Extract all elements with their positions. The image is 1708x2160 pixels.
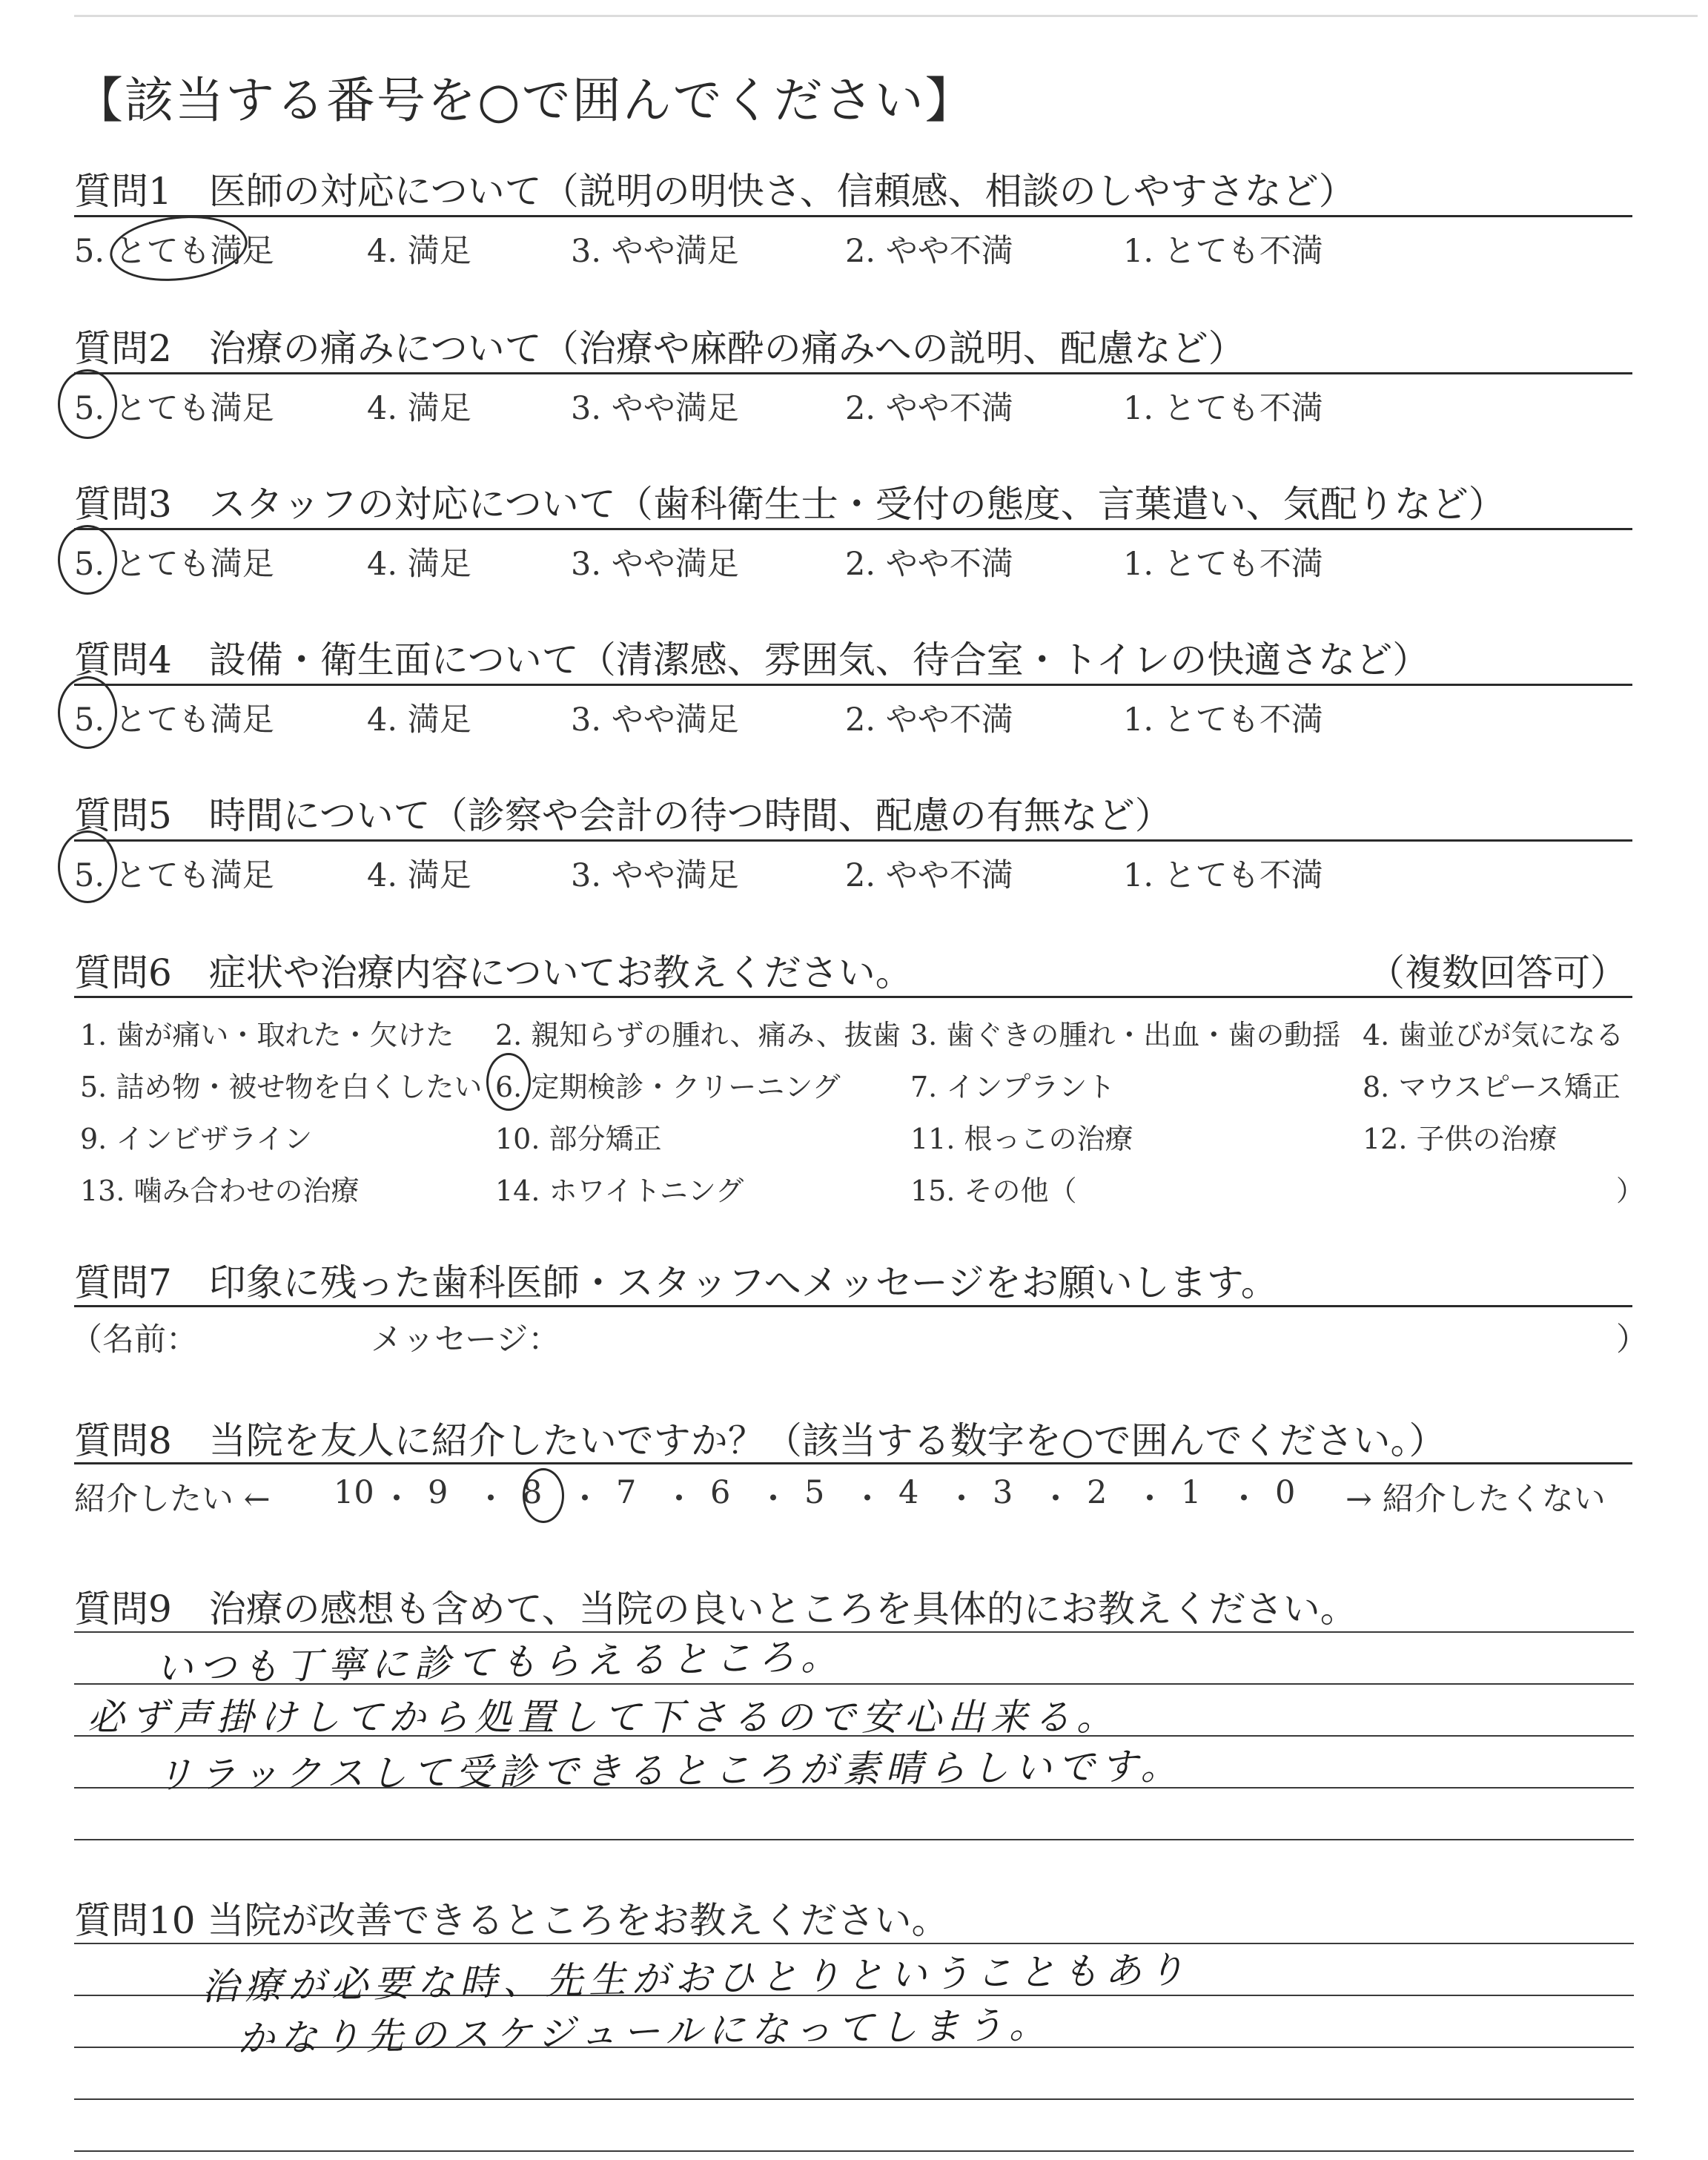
question-8-rule: [74, 1462, 1632, 1464]
q8-scale-2[interactable]: 2: [1087, 1474, 1108, 1511]
q8-scale-4[interactable]: 4: [898, 1474, 919, 1511]
q3-option-3[interactable]: 3. やや満足: [571, 546, 739, 583]
question-4-title: 質問4 設備・衛生面について（清潔感、雰囲気、待合室・トイレの快適さなど）: [74, 638, 1430, 681]
q9-writing-line: [74, 1839, 1634, 1840]
q6-option-13[interactable]: 13. 噛み合わせの治療: [80, 1175, 360, 1207]
q1-option-1[interactable]: 1. とても不満: [1123, 233, 1323, 270]
question-6-note: （複数回答可）: [1368, 951, 1627, 994]
q8-scale-separator: ・: [569, 1481, 601, 1518]
q5-option-5[interactable]: 5. とても満足: [74, 857, 274, 894]
q1-option-5[interactable]: 5. とても満足: [74, 233, 274, 270]
q3-option-5[interactable]: 5. とても満足: [74, 546, 274, 583]
q6-option-10[interactable]: 10. 部分矯正: [495, 1123, 662, 1155]
q2-option-4[interactable]: 4. 満足: [367, 390, 471, 427]
q10-writing-line: [74, 1943, 1634, 1944]
q4-option-2[interactable]: 2. やや不満: [845, 701, 1013, 739]
q8-right-label: → 紹介したくない: [1345, 1481, 1606, 1518]
q10-writing-line: [74, 2150, 1634, 2152]
q6-option-14[interactable]: 14. ホワイトニング: [495, 1175, 744, 1207]
q7-message-label: メッセージ：: [371, 1321, 560, 1358]
question-5-title: 質問5 時間について（診察や会計の待つ時間、配慮の有無など）: [74, 794, 1172, 837]
q8-left-label: 紹介したい ←: [74, 1481, 271, 1518]
q4-option-5[interactable]: 5. とても満足: [74, 701, 274, 739]
q8-scale-separator: ・: [1039, 1481, 1072, 1518]
q1-option-3[interactable]: 3. やや満足: [571, 233, 739, 270]
q5-option-3[interactable]: 3. やや満足: [571, 857, 739, 894]
q10-answer-line-1: 治療が必要な時、先生がおひとりということもあり: [201, 1948, 1191, 2009]
q6-option-15[interactable]: 15. その他（: [910, 1175, 1077, 1207]
q8-scale-separator: ・: [1133, 1481, 1166, 1518]
q8-selected-circle: [523, 1468, 564, 1523]
question-7-rule: [74, 1305, 1632, 1307]
q6-option-2[interactable]: 2. 親知らずの腫れ、痛み、抜歯: [495, 1019, 901, 1051]
q8-scale-1[interactable]: 1: [1181, 1474, 1202, 1511]
q8-scale-5[interactable]: 5: [804, 1474, 825, 1511]
q3-option-2[interactable]: 2. やや不満: [845, 546, 1013, 583]
q6-option-15-close: ）: [1616, 1175, 1645, 1207]
q8-scale-8[interactable]: 8: [522, 1474, 543, 1511]
question-3-rule: [74, 528, 1632, 530]
q4-option-1[interactable]: 1. とても不満: [1123, 701, 1323, 739]
q8-scale-6[interactable]: 6: [710, 1474, 731, 1511]
q9-writing-line: [74, 1631, 1634, 1633]
question-3-title: 質問3 スタッフの対応について（歯科衛生士・受付の態度、言葉遣い、気配りなど）: [74, 483, 1506, 526]
q1-option-4[interactable]: 4. 満足: [367, 233, 471, 270]
q5-option-2[interactable]: 2. やや不満: [845, 857, 1013, 894]
question-8-title: 質問8 当院を友人に紹介したいですか？（該当する数字を○で囲んでください。）: [74, 1419, 1446, 1462]
q4-selected-circle: [58, 676, 117, 749]
q5-selected-circle: [58, 830, 117, 903]
q6-option-5[interactable]: 5. 詰め物・被せ物を白くしたい: [80, 1071, 483, 1103]
question-9-title: 質問9 治療の感想も含めて、当院の良いところを具体的にお教えください。: [74, 1588, 1357, 1631]
q9-answer-line-3: リラックスして受診できるところが素晴らしいです。: [155, 1744, 1184, 1797]
q6-selected-circle: [486, 1053, 531, 1111]
q6-option-7[interactable]: 7. インプラント: [910, 1071, 1116, 1103]
question-4-rule: [74, 684, 1632, 686]
q1-selected-circle: [107, 210, 251, 288]
question-1-title: 質問1 医師の対応について（説明の明快さ、信頼感、相談のしやすさなど）: [74, 170, 1356, 213]
q10-answer-line-2: かなり先のスケジュールになってしまう。: [236, 2003, 1053, 2061]
top-border: [74, 15, 1698, 17]
q8-scale-separator: ・: [945, 1481, 978, 1518]
q2-option-3[interactable]: 3. やや満足: [571, 390, 739, 427]
question-2-rule: [74, 372, 1632, 374]
q3-option-1[interactable]: 1. とても不満: [1123, 546, 1323, 583]
question-5-rule: [74, 839, 1632, 842]
question-6-title: 質問6 症状や治療内容についてお教えください。: [74, 951, 913, 994]
q1-option-2[interactable]: 2. やや不満: [845, 233, 1013, 270]
q8-scale-0[interactable]: 0: [1275, 1474, 1296, 1511]
q10-writing-line: [74, 2098, 1634, 2100]
q6-option-8[interactable]: 8. マウスピース矯正: [1363, 1071, 1621, 1103]
q5-option-4[interactable]: 4. 満足: [367, 857, 471, 894]
q8-scale-10[interactable]: 10: [334, 1474, 374, 1511]
q4-option-3[interactable]: 3. やや満足: [571, 701, 739, 739]
form-title: 【該当する番号を○で囲んでください】: [74, 72, 976, 129]
q3-option-4[interactable]: 4. 満足: [367, 546, 471, 583]
q8-scale-separator: ・: [380, 1481, 413, 1518]
question-6-rule: [74, 996, 1632, 998]
q6-option-11[interactable]: 11. 根っこの治療: [910, 1123, 1133, 1155]
q6-option-6[interactable]: 6. 定期検診・クリーニング: [495, 1071, 841, 1103]
q6-option-9[interactable]: 9. インビザライン: [80, 1123, 313, 1155]
question-1-rule: [74, 215, 1632, 217]
q6-option-12[interactable]: 12. 子供の治療: [1363, 1123, 1558, 1155]
question-7-title: 質問7 印象に残った歯科医師・スタッフへメッセージをお願いします。: [74, 1261, 1278, 1304]
q2-option-5[interactable]: 5. とても満足: [74, 390, 274, 427]
q2-selected-circle: [58, 369, 117, 439]
q8-scale-separator: ・: [663, 1481, 695, 1518]
q8-scale-separator: ・: [474, 1481, 507, 1518]
q9-answer-line-2: 必ず声掛けしてから処置して下さるので安心出来る。: [87, 1696, 1119, 1739]
q8-scale-7[interactable]: 7: [616, 1474, 637, 1511]
q8-scale-3[interactable]: 3: [993, 1474, 1013, 1511]
q6-option-1[interactable]: 1. 歯が痛い・取れた・欠けた: [80, 1019, 454, 1051]
q6-option-3[interactable]: 3. 歯ぐきの腫れ・出血・歯の動揺: [910, 1019, 1341, 1051]
q8-scale-separator: ・: [851, 1481, 884, 1518]
q4-option-4[interactable]: 4. 満足: [367, 701, 471, 739]
q7-close-paren: ）: [1616, 1321, 1648, 1358]
q2-option-2[interactable]: 2. やや不満: [845, 390, 1013, 427]
question-10-title: 質問10 当院が改善できるところをお教えください。: [74, 1899, 949, 1942]
q9-answer-line-1: いつも丁寧に診てもらえるところ。: [155, 1634, 844, 1691]
question-2-title: 質問2 治療の痛みについて（治療や麻酔の痛みへの説明、配慮など）: [74, 327, 1245, 370]
q8-scale-separator: ・: [1228, 1481, 1260, 1518]
q2-option-1[interactable]: 1. とても不満: [1123, 390, 1323, 427]
q5-option-1[interactable]: 1. とても不満: [1123, 857, 1323, 894]
q8-scale-separator: ・: [757, 1481, 790, 1518]
q6-option-4[interactable]: 4. 歯並びが気になる: [1363, 1019, 1624, 1051]
q8-scale-9[interactable]: 9: [428, 1474, 448, 1511]
q3-selected-circle: [58, 525, 117, 595]
q7-name-label: （名前：: [70, 1321, 198, 1358]
